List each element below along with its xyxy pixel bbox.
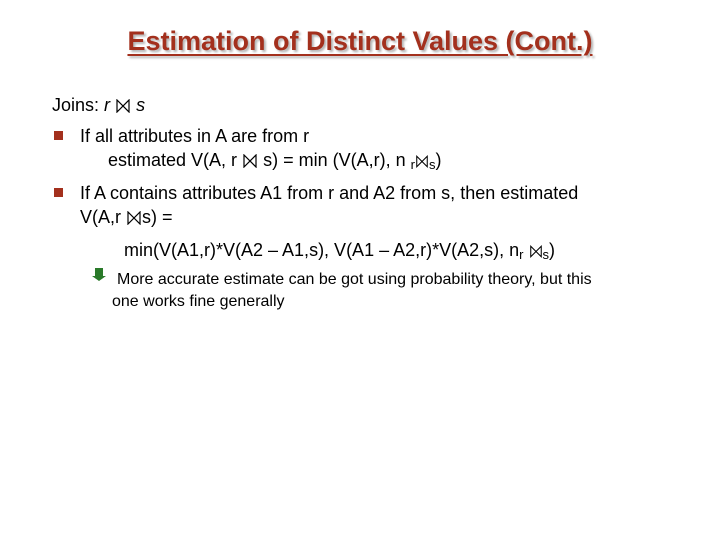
join-symbol-icon: [242, 154, 258, 168]
right-arrow-icon: [91, 266, 107, 282]
join-symbol-icon: [115, 99, 131, 113]
slide-title: Estimation of Distinct Values (Cont.): [127, 26, 593, 56]
bullet1-line2: estimated V(A, r s) = min (V(A,r), n $_r$ $_s$): [108, 150, 442, 172]
subscript-s: s: [428, 157, 436, 172]
bullet2-formula: min(V(A1,r)*V(A2 – A1,s), V(A1 – A2,r)*V(A2,s), $n_r$ $_s$): [124, 240, 555, 262]
bullet1-estimated-b: s) = min (V(A,r), n: [263, 150, 406, 170]
join-symbol-icon: [529, 245, 543, 258]
subscript-s: s: [542, 247, 549, 262]
bullet-square-icon: [54, 131, 63, 140]
joins-r: r: [104, 95, 111, 115]
join-symbol-icon: [415, 155, 429, 168]
bullet2-line1: If A contains attributes A1 from r and A2 from s, then estimated: [80, 183, 579, 203]
bullet1-estimated-a: estimated V(A, r: [108, 150, 238, 170]
note-line2: one works fine generally: [112, 293, 285, 310]
joins-prefix: Joins:: [52, 95, 100, 115]
bullet-square-icon: [54, 188, 63, 197]
bullet1-line1: If all attributes in A are from r: [80, 126, 310, 146]
join-symbol-icon: [126, 211, 142, 225]
subscript-r: r: [519, 247, 524, 262]
joins-s: s: [136, 95, 146, 115]
note-line1: More accurate estimate can be got using probability theory, but this: [117, 271, 592, 288]
bullet2-line2: V(A,r s) =: [80, 207, 173, 227]
joins-line: [52, 95, 145, 116]
subscript-r: r: [410, 157, 415, 172]
